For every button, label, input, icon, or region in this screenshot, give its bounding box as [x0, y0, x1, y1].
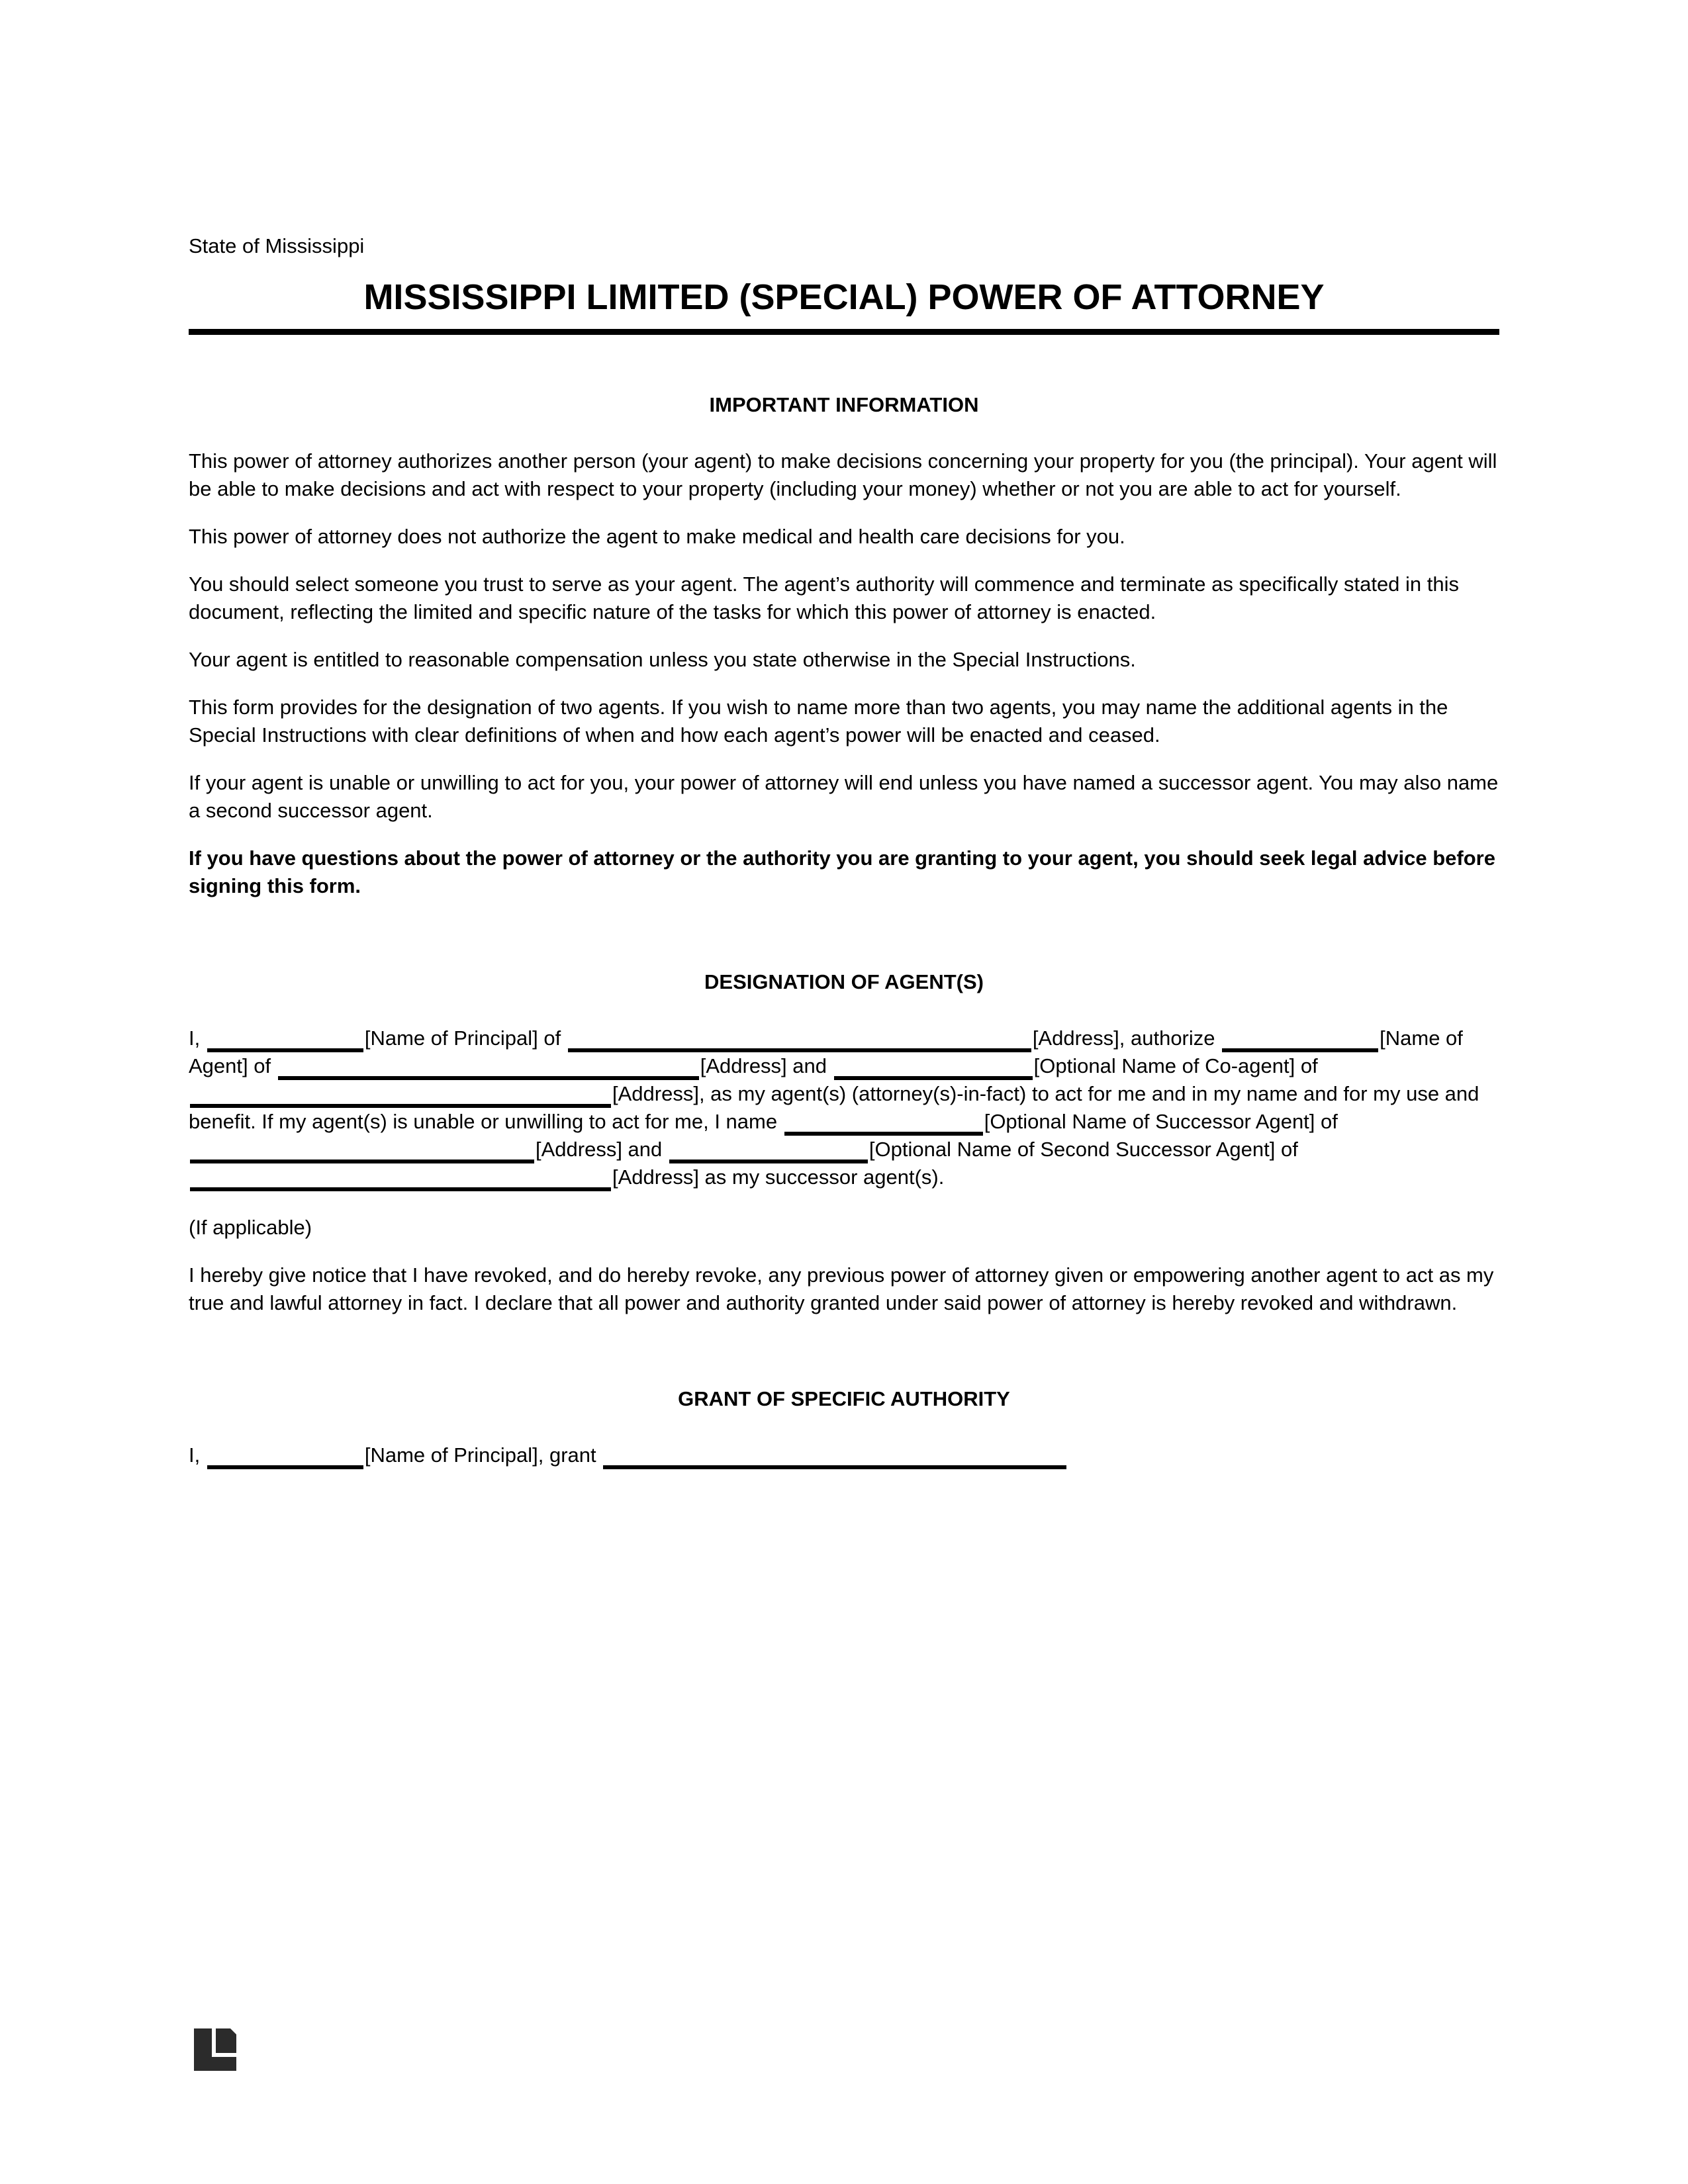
- title-divider: [189, 329, 1499, 335]
- spacer: [189, 1412, 1499, 1441]
- section-heading-designation-of-agents: DESIGNATION OF AGENT(S): [704, 970, 984, 993]
- designation-fragment-12: [Address] as my successor agent(s).: [612, 1165, 945, 1189]
- important-info-paragraph-5: This form provides for the designation of two agents. If you wish to name more than two agents, you may name the additional agents in the Special Instructions with clear definitions of when and how each agent’s power will be enacted and ceased.: [189, 696, 1448, 747]
- principal-address-blank[interactable]: [568, 1028, 1031, 1052]
- legal-templates-logo: [194, 2028, 236, 2071]
- spacer: [189, 418, 1499, 447]
- designation-fragment-5: [Address] and: [700, 1054, 833, 1077]
- important-info-paragraph-3: You should select someone you trust to serve as your agent. The agent’s authority will commence and terminate as specifically stated in this document, reflecting the limited and specific nature of the tasks for which this power of attorney is enacted.: [189, 572, 1460, 623]
- spacer: [189, 335, 1499, 392]
- section-heading-important-information: IMPORTANT INFORMATION: [709, 393, 979, 416]
- designation-fragment-2: [Name of Principal] of: [364, 1026, 567, 1050]
- section-heading-grant-of-specific-authority: GRANT OF SPECIFIC AUTHORITY: [678, 1387, 1010, 1410]
- designation-of-agents-block: [189, 1024, 1499, 1191]
- co-agent-address-blank[interactable]: [190, 1084, 611, 1108]
- designation-fragment-1: I,: [189, 1026, 206, 1050]
- page-title: MISSISSIPPI LIMITED (SPECIAL) POWER OF ATTORNEY: [363, 277, 1325, 317]
- designation-fragment-3: [Address], authorize: [1032, 1026, 1221, 1050]
- logo-mark-icon: [194, 2028, 236, 2071]
- designation-fragment-10: [Address] and: [536, 1138, 668, 1161]
- spacer: [189, 995, 1499, 1024]
- principal-name-blank[interactable]: [207, 1028, 363, 1052]
- grant-of-specific-authority-block: [189, 1441, 1499, 1469]
- co-agent-name-blank[interactable]: [834, 1056, 1033, 1080]
- revocation-paragraph: I hereby give notice that I have revoked, and do hereby revoke, any previous power of attorney given or empowering another agent to act as my true and lawful attorney in fact. I declare that all power and authority granted under said power of attorney is hereby revoked and withdrawn.: [189, 1263, 1494, 1314]
- spacer: [189, 900, 1499, 969]
- important-info-paragraph-2: This power of attorney does not authorize the agent to make medical and health care decisions for you.: [189, 525, 1125, 548]
- designation-fragment-8: [Address], as my agent(s) (attorney(s)-in-fact) to act for me and in my name and for my use and benefit. If my agent(s) is unable or unwilling to act for me, I name: [189, 1082, 1479, 1133]
- document-content: [189, 233, 1499, 1469]
- designation-fragment-6: [: [1033, 1054, 1040, 1077]
- spacer: [189, 1191, 1499, 1214]
- successor-agent-address-blank[interactable]: [190, 1140, 534, 1163]
- important-info-paragraph-4: Your agent is entitled to reasonable compensation unless you state otherwise in the Special Instructions.: [189, 648, 1136, 671]
- designation-fragment-4: [Name of Agent] of: [189, 1026, 1463, 1077]
- important-info-paragraph-1: This power of attorney authorizes another person (your agent) to make decisions concerning your property for you (the principal). Your agent will be able to make decisions and act with respect to your property (including your money) whether or not you are able to act for yourself.: [189, 449, 1497, 500]
- if-applicable-label: (If applicable): [189, 1216, 312, 1239]
- agent-address-blank[interactable]: [278, 1056, 699, 1080]
- important-info-bold-notice: If you have questions about the power of attorney or the authority you are granting to your agent, you should seek legal advice before signing this form.: [189, 846, 1495, 897]
- agent-name-blank[interactable]: [1222, 1028, 1378, 1052]
- state-line: State of Mississippi: [189, 234, 365, 257]
- designation-fragment-9: [Optional Name of Successor Agent] of: [984, 1110, 1338, 1133]
- designation-fragment-11: [Optional Name of Second Successor Agent] of: [868, 1138, 1298, 1161]
- grant-fragment-2: [Name of Principal], grant: [364, 1443, 602, 1467]
- logo-corner-fold: [230, 2028, 236, 2034]
- grant-authority-blank[interactable]: [603, 1445, 1066, 1469]
- important-info-paragraph-6: If your agent is unable or unwilling to act for you, your power of attorney will end unless you have named a successor agent. You may also name a second successor agent.: [189, 771, 1499, 822]
- grant-fragment-1: I,: [189, 1443, 206, 1467]
- successor-agent-name-blank[interactable]: [784, 1112, 983, 1136]
- logo-notch-horizontal: [212, 2053, 236, 2057]
- grant-principal-name-blank[interactable]: [207, 1445, 363, 1469]
- second-successor-agent-address-blank[interactable]: [190, 1167, 611, 1191]
- second-successor-agent-name-blank[interactable]: [669, 1140, 868, 1163]
- spacer: [189, 1317, 1499, 1386]
- designation-fragment-7: Optional Name of Co-agent] of: [1039, 1054, 1318, 1077]
